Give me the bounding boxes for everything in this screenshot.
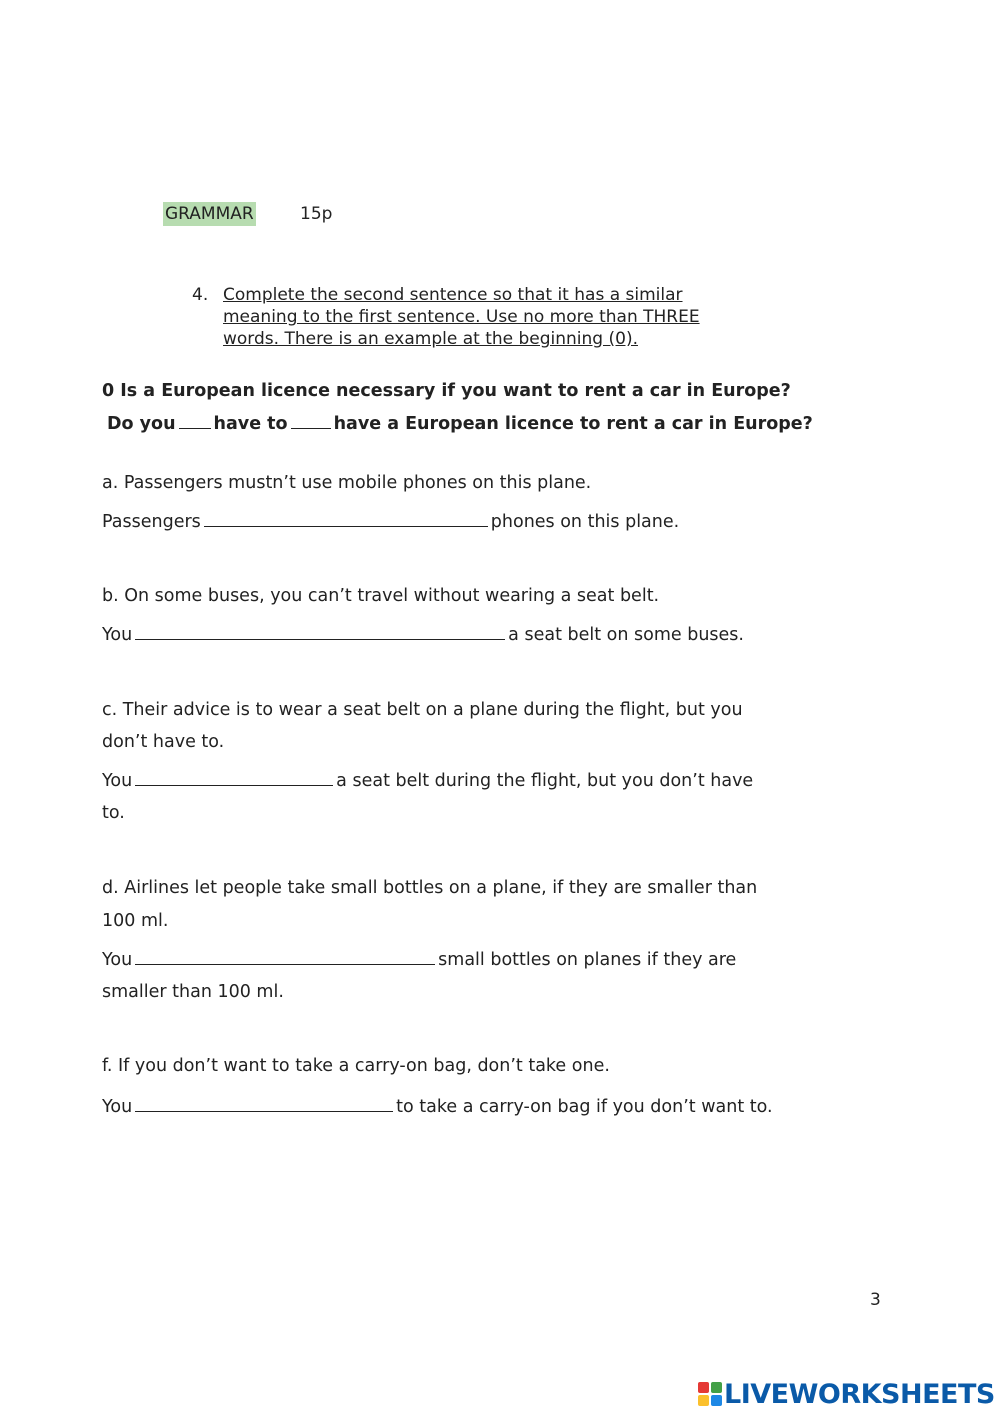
item-d-blank[interactable] — [135, 946, 435, 965]
item-c-original-line2: don’t have to. — [102, 732, 225, 752]
item-f-blank[interactable] — [135, 1093, 393, 1112]
item-d-suffix: small bottles on planes if they are — [438, 950, 737, 970]
item-d-answer — [102, 946, 736, 972]
example-answer-suffix: have a European licence to rent a car in Europe? — [333, 414, 813, 434]
section-title: GRAMMAR — [165, 204, 254, 224]
page-number: 3 — [870, 1290, 881, 1310]
logo-text: LIVEWORKSHEETS — [724, 1378, 995, 1410]
example-blank-2 — [291, 410, 331, 429]
example-original: 0 Is a European licence necessary if you want to rent a car in Europe? — [102, 381, 791, 401]
item-a-answer — [102, 508, 679, 534]
logo-mark-icon — [698, 1382, 722, 1406]
item-f-answer — [102, 1093, 773, 1119]
item-c-answer — [102, 767, 753, 793]
instruction-text — [223, 284, 783, 350]
item-d-original-line2: 100 ml. — [102, 911, 169, 931]
instruction-line: Complete the second sentence so that it has a similar — [223, 285, 683, 305]
item-a-original: a. Passengers mustn’t use mobile phones on this plane. — [102, 473, 592, 493]
item-a-prefix: Passengers — [102, 512, 201, 532]
item-d-answer-line2: smaller than 100 ml. — [102, 982, 284, 1002]
item-a-suffix: phones on this plane. — [490, 512, 680, 532]
item-d-original-line1: d. Airlines let people take small bottles on a plane, if they are smaller than — [102, 878, 758, 898]
example-blank-1 — [179, 410, 211, 429]
example-answer — [107, 410, 813, 436]
item-c-original-line1: c. Their advice is to wear a seat belt on a plane during the flight, but you — [102, 700, 743, 720]
item-c-answer-line2: to. — [102, 803, 125, 823]
item-d-prefix: You — [102, 950, 133, 970]
item-c-blank[interactable] — [135, 767, 333, 786]
item-c-suffix: a seat belt during the flight, but you don’t have — [336, 771, 754, 791]
item-f-suffix: to take a carry-on bag if you don’t want to. — [396, 1097, 773, 1117]
item-f-original: f. If you don’t want to take a carry-on bag, don’t take one. — [102, 1056, 610, 1076]
instruction-line: meaning to the first sentence. Use no more than THREE — [223, 307, 700, 327]
instruction-number: 4. — [192, 285, 209, 305]
item-b-blank[interactable] — [135, 621, 505, 640]
example-answer-part1: have to — [213, 414, 288, 434]
item-a-blank[interactable] — [204, 508, 488, 527]
item-b-suffix: a seat belt on some buses. — [508, 625, 744, 645]
item-b-answer — [102, 621, 744, 647]
instruction-line: words. There is an example at the beginning (0). — [223, 329, 638, 349]
section-points: 15p — [300, 204, 333, 224]
item-b-original: b. On some buses, you can’t travel without wearing a seat belt. — [102, 586, 660, 606]
item-f-prefix: You — [102, 1097, 133, 1117]
item-b-prefix: You — [102, 625, 133, 645]
example-answer-prefix: Do you — [107, 414, 176, 434]
item-c-prefix: You — [102, 771, 133, 791]
liveworksheets-logo — [698, 1376, 995, 1412]
